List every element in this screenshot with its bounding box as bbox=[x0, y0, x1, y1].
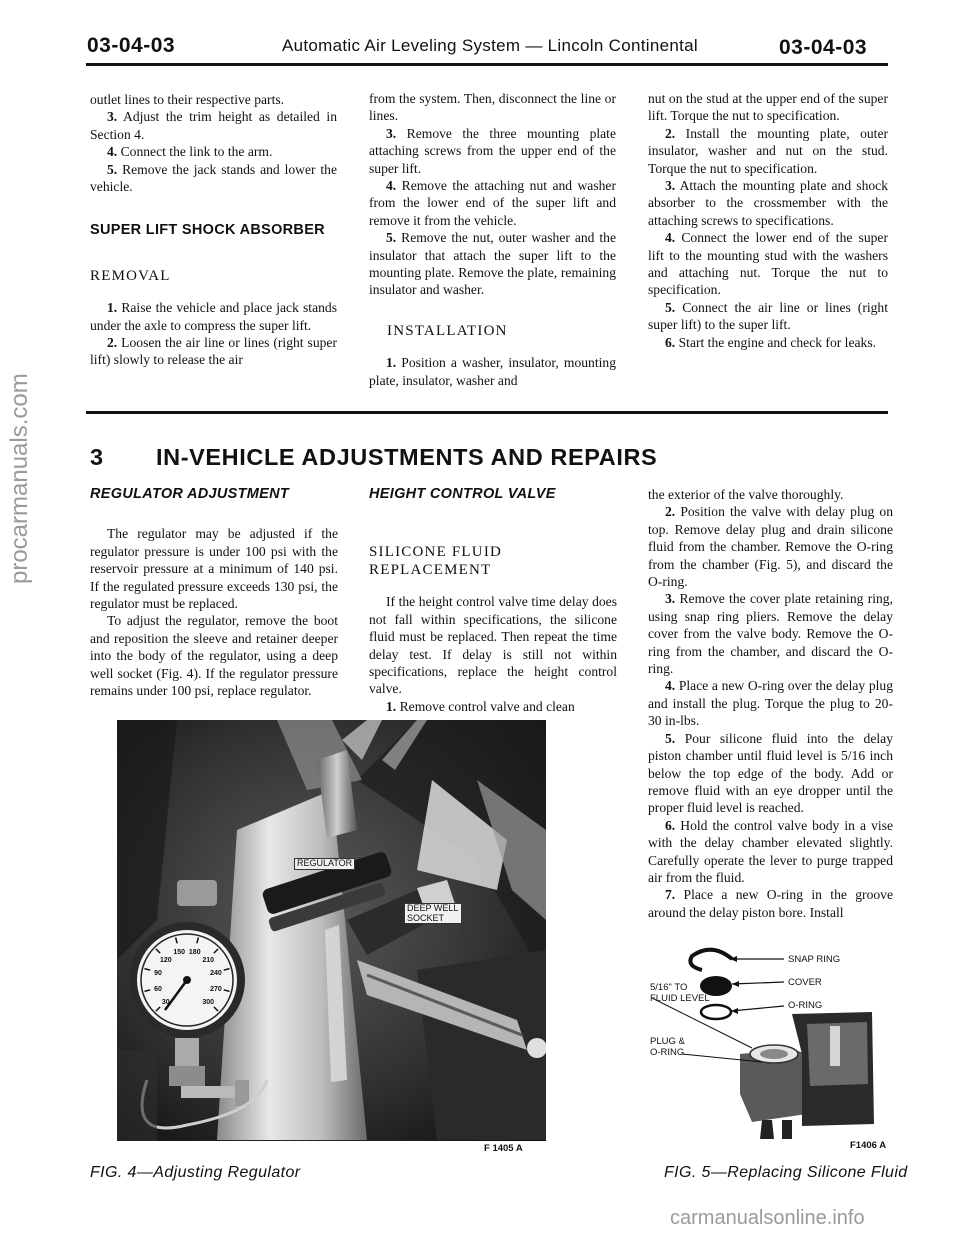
step-number: 7. bbox=[665, 887, 676, 903]
fig4-label-socket-line-2: SOCKET bbox=[407, 912, 445, 923]
step-number: 1. bbox=[386, 698, 397, 714]
snap-ring-shape bbox=[690, 950, 732, 970]
hcv-subheading-1: SILICONE FLUID bbox=[369, 544, 503, 561]
step-3 bbox=[648, 177, 888, 229]
section-title: IN-VEHICLE ADJUSTMENTS AND REPAIRS bbox=[156, 444, 658, 470]
step-6 bbox=[648, 334, 888, 351]
fig5-label-plug-line-2: O-RING bbox=[650, 1047, 685, 1058]
step-5 bbox=[648, 730, 893, 817]
top-column-1 bbox=[90, 91, 337, 369]
step-text: Install the mounting plate, outer insulator, washer and nut on the stud. Torque the nut to specification. bbox=[648, 125, 888, 176]
step-text: Start the engine and check for leaks. bbox=[675, 334, 877, 350]
gauge-tick-label: 210 bbox=[202, 956, 215, 964]
step-text: Connect the link to the arm. bbox=[117, 144, 273, 160]
hcv-column bbox=[369, 486, 617, 715]
step-text: Remove the nut, outer washer and the insulator that attach the super lift to the mounting plate. Remove the plate, remaining insulator and washer. bbox=[369, 230, 616, 298]
step-2 bbox=[648, 125, 888, 177]
text-line: the exterior of the valve thoroughly. bbox=[648, 487, 844, 502]
step-2 bbox=[648, 503, 893, 590]
step-5 bbox=[90, 161, 337, 196]
step-number: 2. bbox=[665, 504, 676, 520]
fig5-label-cover: COVER bbox=[788, 977, 822, 988]
fig5-caption: FIG. 5—Replacing Silicone Fluid bbox=[664, 1164, 908, 1181]
step-text: Remove the jack stands and lower the vehicle. bbox=[90, 161, 337, 195]
text-line: outlet lines to their respective parts. bbox=[90, 92, 285, 107]
fig4-label-socket-line-1: DEEP WELL bbox=[407, 903, 459, 913]
hcv-para-1: If the height control valve time delay does not fall within specifications, the silicone fluid must be replaced. Then repeat the time delay test. If delay is still not within specifications, replace the height control valve. bbox=[369, 594, 617, 697]
fig5-label-fluid-level-line-2: FLUID LEVEL bbox=[650, 993, 710, 1004]
step-number: 1. bbox=[107, 300, 118, 316]
step-text: Attach the mounting plate and shock absorber to the crossmember with the attaching screws to specifications. bbox=[648, 178, 888, 228]
removal-step-2 bbox=[90, 334, 337, 369]
fig5-id: F1406 A bbox=[850, 1140, 887, 1151]
step-number: 5. bbox=[665, 730, 676, 746]
step-text: Connect the air line or lines (right super lift) to the super lift. bbox=[648, 299, 888, 333]
step-4 bbox=[648, 229, 888, 299]
gauge-tick-label: 150 bbox=[173, 949, 186, 957]
text-line: nut on the stud at the upper end of the super lift. Torque the nut to specification. bbox=[648, 91, 888, 124]
gauge-tick-label: 30 bbox=[161, 999, 170, 1007]
top-column-2 bbox=[369, 90, 616, 389]
step-3 bbox=[648, 590, 893, 677]
gauge-tick-label: 270 bbox=[210, 985, 222, 993]
section-number: 3 bbox=[90, 444, 104, 470]
text-line: from the system. Then, disconnect the line or lines. bbox=[369, 91, 616, 124]
bottom-watermark: carmanualsonline.info bbox=[670, 1207, 865, 1229]
step-7 bbox=[648, 886, 893, 921]
fig4-label-socket bbox=[404, 903, 462, 924]
subheading-installation: INSTALLATION bbox=[387, 322, 508, 339]
step-3 bbox=[90, 108, 337, 143]
regulator-para-1: The regulator may be adjusted if the regulator pressure is under 100 psi with the reservoir pressure at a minimum of 140 psi. If the regulated pressure exceeds 130 psi, the regulator must be replaced. bbox=[90, 526, 338, 612]
step-text: Remove the three mounting plate attaching screws from the upper end of the super lift. bbox=[369, 125, 616, 176]
gauge-tick-label: 90 bbox=[154, 970, 162, 978]
step-number: 2. bbox=[107, 335, 118, 351]
fig5-label-o-ring: O-RING bbox=[788, 1000, 823, 1011]
gauge-tick-label: 240 bbox=[210, 970, 222, 978]
hcv-step-1 bbox=[369, 698, 617, 715]
step-text: Place a new O-ring in the groove around the delay piston bore. Install bbox=[648, 887, 893, 920]
page-code-right: 03-04-03 bbox=[779, 36, 868, 59]
step-4 bbox=[648, 677, 893, 729]
install-step-1 bbox=[369, 354, 616, 389]
step-number: 1. bbox=[386, 355, 397, 371]
o-ring-shape bbox=[701, 1005, 731, 1019]
step-text: Connect the lower end of the super lift to the mounting stud with the washers and attaching nut. Torque the nut to specification. bbox=[648, 230, 888, 298]
step-number: 5. bbox=[386, 230, 397, 246]
step-text: Adjust the trim height as detailed in Section 4. bbox=[90, 109, 337, 142]
page-code-left: 03-04-03 bbox=[87, 34, 176, 57]
fig5-diagram bbox=[642, 944, 892, 1144]
step-text: Remove the cover plate retaining ring, using snap ring pliers. Remove the delay cover from the valve body. Remove the O-ring from the chamber, and discard the O-ring. bbox=[648, 591, 893, 677]
fig5-label-plug-line-1: PLUG & bbox=[650, 1036, 685, 1047]
fig4-caption: FIG. 4—Adjusting Regulator bbox=[90, 1164, 301, 1181]
step-number: 3. bbox=[107, 109, 118, 125]
fig4-illustration bbox=[117, 720, 546, 1141]
side-watermark: procarmanuals.com bbox=[6, 373, 33, 584]
gauge-tick-label: 180 bbox=[188, 949, 201, 957]
fig5-label-fluid-level-line-1: 5/16" TO bbox=[650, 982, 688, 993]
step-5 bbox=[369, 229, 616, 299]
fig4-label-regulator: REGULATOR bbox=[294, 858, 355, 870]
step-text: Position the valve with delay plug on top. Remove delay plug and drain silicone fluid from the chamber. Remove the O-ring from the chamber (Fig. 5), and discard the O-ring. bbox=[648, 504, 893, 590]
fig5-label-fluid-level bbox=[650, 982, 710, 1004]
step-text: Remove control valve and clean bbox=[396, 698, 575, 714]
step-text: Hold the control valve body in a vise with the delay chamber elevated slightly. Carefully operate the lever to purge trapped air from the fluid. bbox=[648, 817, 893, 885]
step-text: Place a new O-ring over the delay plug and install the plug. Torque the plug to 20-30 in-lbs. bbox=[648, 678, 893, 729]
step-4 bbox=[369, 177, 616, 229]
step-number: 6. bbox=[665, 817, 676, 833]
step-text: Raise the vehicle and place jack stands under the axle to compress the super lift. bbox=[90, 300, 337, 333]
regulator-heading: REGULATOR ADJUSTMENT bbox=[90, 486, 290, 502]
step-number: 5. bbox=[107, 161, 118, 177]
regulator-column bbox=[90, 486, 338, 699]
step-6 bbox=[648, 817, 893, 887]
step-number: 2. bbox=[665, 125, 676, 141]
step-number: 3. bbox=[386, 125, 397, 141]
fig5-label-snap-ring: SNAP RING bbox=[788, 954, 841, 965]
fig5-label-plug bbox=[650, 1036, 685, 1058]
top-column-3 bbox=[648, 90, 888, 351]
section-heading: SUPER LIFT SHOCK ABSORBER bbox=[90, 222, 325, 239]
removal-step-1 bbox=[90, 299, 337, 334]
hcv-subheading-2: REPLACEMENT bbox=[369, 562, 492, 579]
step-number: 4. bbox=[107, 144, 118, 160]
running-title: Automatic Air Leveling System — Lincoln Continental bbox=[282, 36, 698, 55]
fig4-id: F 1405 A bbox=[484, 1143, 523, 1154]
gauge-tick-label: 60 bbox=[154, 985, 162, 993]
step-number: 5. bbox=[665, 299, 676, 315]
step-5 bbox=[648, 299, 888, 334]
step-text: Position a washer, insulator, mounting plate, insulator, washer and bbox=[369, 355, 616, 388]
step-text: Loosen the air line or lines (right super lift) slowly to release the air bbox=[90, 335, 337, 368]
lower-column-3 bbox=[648, 486, 893, 921]
step-number: 4. bbox=[665, 230, 676, 246]
step-number: 4. bbox=[386, 178, 397, 194]
step-number: 6. bbox=[665, 334, 676, 350]
fig4-photo bbox=[117, 720, 546, 1141]
subheading-removal: REMOVAL bbox=[90, 267, 171, 284]
step-text: Pour silicone fluid into the delay piston chamber until fluid level is 5/16 inch below the top edge of the body. Add or remove fluid with an eye dropper until the proper fluid level is reached. bbox=[648, 730, 893, 816]
gauge-tick-label: 120 bbox=[159, 956, 172, 964]
hcv-heading: HEIGHT CONTROL VALVE bbox=[369, 486, 556, 502]
step-3 bbox=[369, 125, 616, 177]
step-text: Remove the attaching nut and washer from the lower end of the super lift and remove it from the vehicle. bbox=[369, 178, 616, 228]
step-number: 3. bbox=[665, 178, 676, 194]
section-rule bbox=[86, 411, 888, 414]
header-rule bbox=[86, 63, 888, 66]
gauge-tick-label: 300 bbox=[202, 999, 215, 1007]
step-number: 4. bbox=[665, 678, 676, 694]
regulator-para-2: To adjust the regulator, remove the boot and reposition the sleeve and retainer deeper into the body of the regulator, using a deep well socket (Fig. 4). If the regulator pressure remains under 100 psi, replace regulator. bbox=[90, 613, 338, 699]
step-4 bbox=[90, 143, 337, 160]
step-number: 3. bbox=[665, 591, 676, 607]
